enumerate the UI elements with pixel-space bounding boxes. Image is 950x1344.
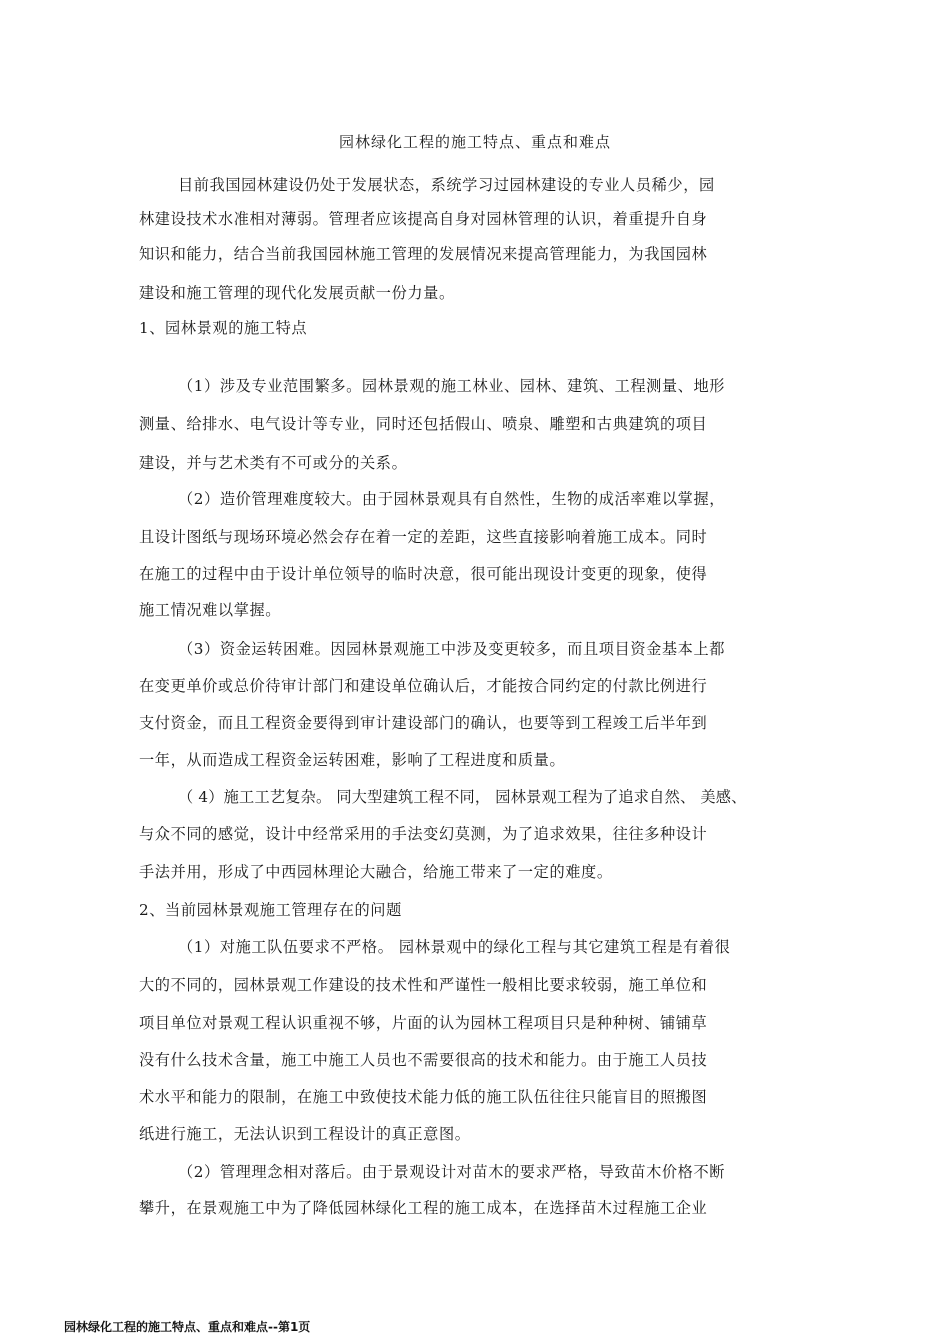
paragraph-line: 在施工的过程中由于设计单位领导的临时决意，很可能出现设计变更的现象，使得 bbox=[139, 565, 708, 583]
paragraph-line: 术水平和能力的限制，在施工中致使技术能力低的施工队伍往往只能盲目的照搬图 bbox=[139, 1088, 708, 1106]
intro-line: 知识和能力，结合当前我国园林施工管理的发展情况来提高管理能力，为我国园林 bbox=[139, 245, 708, 263]
intro-line: 建设和施工管理的现代化发展贡献一份力量。 bbox=[139, 284, 455, 302]
paragraph-line: （2）管理理念相对落后。由于景观设计对苗木的要求严格，导致苗木价格不断 bbox=[178, 1163, 726, 1181]
intro-line: 林建设技术水准相对薄弱。管理者应该提高自身对园林管理的认识，着重提升自身 bbox=[139, 210, 708, 228]
paragraph-line: 支付资金，而且工程资金要得到审计建设部门的确认，也要等到工程竣工后半年到 bbox=[139, 714, 708, 732]
paragraph-line: 项目单位对景观工程认识重视不够，片面的认为园林工程项目只是种种树、铺铺草 bbox=[139, 1014, 708, 1032]
paragraph-line: 与众不同的感觉，设计中经常采用的手法变幻莫测，为了追求效果，往往多种设计 bbox=[139, 825, 708, 843]
paragraph-line: 攀升，在景观施工中为了降低园林绿化工程的施工成本，在选择苗木过程施工企业 bbox=[139, 1199, 708, 1217]
paragraph-line: 测量、给排水、电气设计等专业，同时还包括假山、喷泉、雕塑和古典建筑的项目 bbox=[139, 415, 708, 433]
document-title: 园林绿化工程的施工特点、重点和难点 bbox=[338, 133, 611, 151]
section-heading: 2、当前园林景观施工管理存在的问题 bbox=[139, 901, 402, 919]
paragraph-line: 在变更单价或总价待审计部门和建设单位确认后，才能按合同约定的付款比例进行 bbox=[139, 677, 708, 695]
paragraph-line: （3）资金运转困难。因园林景观施工中涉及变更较多，而且项目资金基本上都 bbox=[178, 640, 726, 658]
intro-line: 目前我国园林建设仍处于发展状态，系统学习过园林建设的专业人员稀少，园 bbox=[178, 176, 715, 194]
paragraph-line: 纸进行施工，无法认识到工程设计的真正意图。 bbox=[139, 1125, 471, 1143]
paragraph-line: 施工情况难以掌握。 bbox=[139, 601, 282, 619]
paragraph-line: （1）对施工队伍要求不严格。 园林景观中的绿化工程与其它建筑工程是有着很 bbox=[178, 938, 731, 956]
paragraph-line: 手法并用，形成了中西园林理论大融合，给施工带来了一定的难度。 bbox=[139, 863, 613, 881]
paragraph-line: （ 4）施工工艺复杂。 同大型建筑工程不同， 园林景观工程为了追求自然、 美感、 bbox=[178, 788, 747, 806]
paragraph-line: 建设，并与艺术类有不可或分的关系。 bbox=[139, 454, 408, 472]
page-footer: 园林绿化工程的施工特点、重点和难点--第1页 bbox=[64, 1320, 311, 1334]
paragraph-line: 大的不同的，园林景观工作建设的技术性和严谨性一般相比要求较弱，施工单位和 bbox=[139, 976, 708, 994]
section-heading: 1、园林景观的施工特点 bbox=[139, 319, 308, 337]
paragraph-line: （1）涉及专业范围繁多。园林景观的施工林业、园林、建筑、工程测量、地形 bbox=[178, 377, 726, 395]
paragraph-line: 且设计图纸与现场环境必然会存在着一定的差距，这些直接影响着施工成本。同时 bbox=[139, 528, 708, 546]
paragraph-line: 一年，从而造成工程资金运转困难，影响了工程进度和质量。 bbox=[139, 751, 566, 769]
paragraph-line: 没有什么技术含量，施工中施工人员也不需要很高的技术和能力。由于施工人员技 bbox=[139, 1051, 708, 1069]
paragraph-line: （2）造价管理难度较大。由于园林景观具有自然性，生物的成活率难以掌握， bbox=[178, 490, 726, 508]
